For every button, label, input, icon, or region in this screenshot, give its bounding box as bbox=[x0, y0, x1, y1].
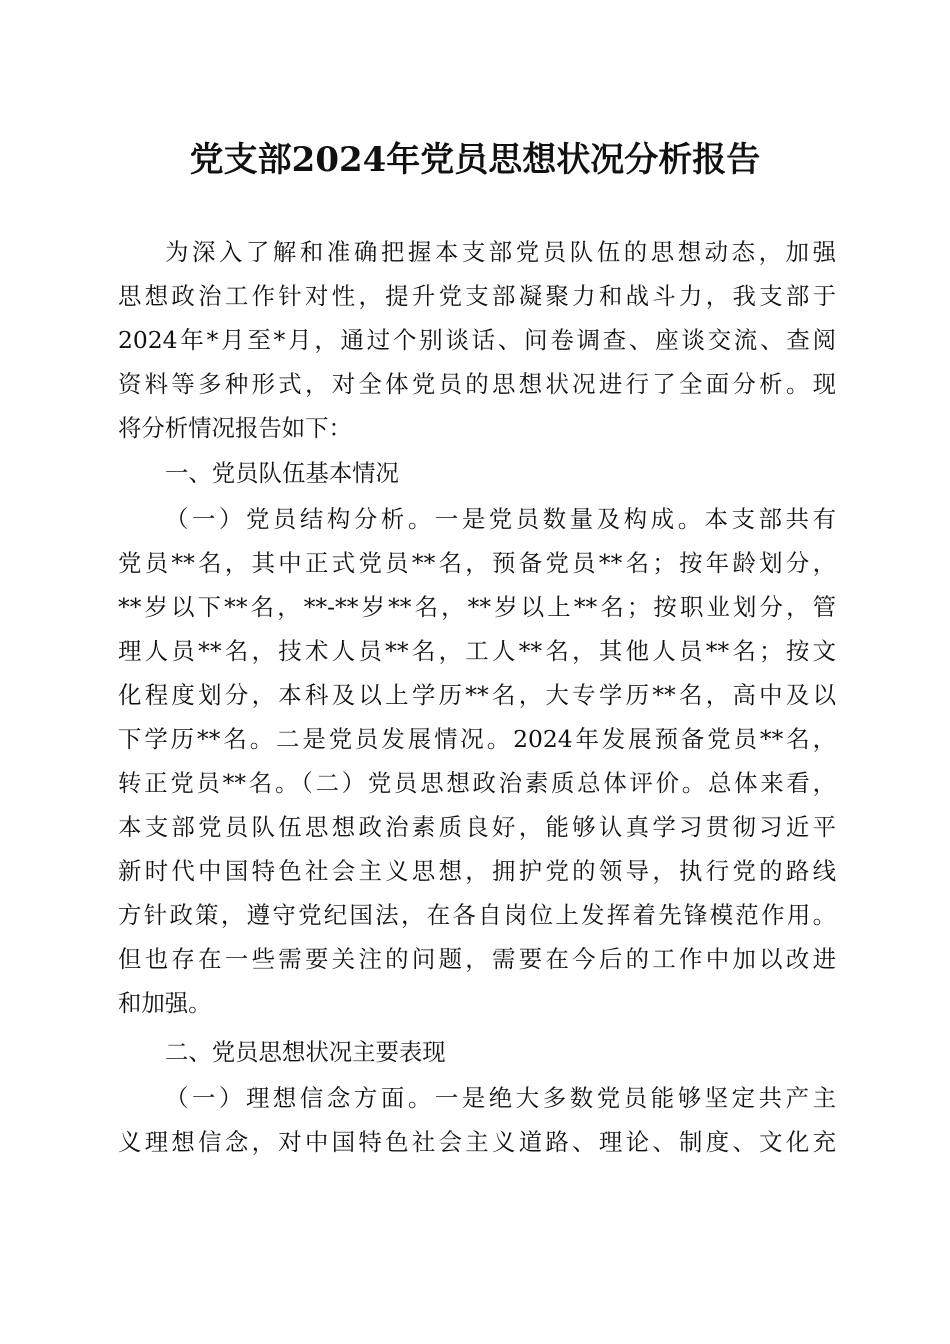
section1-line: 化程度划分，本科及以上学历**名，大专学历**名，高中及以 bbox=[118, 681, 836, 709]
section2-line: （一）理想信念方面。一是绝大多数党员能够坚定共产主 bbox=[165, 1084, 836, 1112]
section1-line: （一）党员结构分析。一是党员数量及构成。本支部共有 bbox=[165, 505, 836, 533]
section1-line: 但也存在一些需要关注的问题，需要在今后的工作中加以改进 bbox=[118, 945, 836, 973]
document-body bbox=[118, 230, 836, 1164]
document-title: 党支部2024年党员思想状况分析报告 bbox=[189, 140, 761, 180]
section-heading-2: 二、党员思想状况主要表现 bbox=[165, 1038, 446, 1066]
section1-line: 本支部党员队伍思想政治素质良好，能够认真学习贯彻习近平 bbox=[118, 813, 836, 841]
intro-line: 思想政治工作针对性，提升党支部凝聚力和战斗力，我支部于 bbox=[118, 282, 836, 310]
section1-line: 方针政策，遵守党纪国法，在各自岗位上发挥着先锋模范作用。 bbox=[118, 901, 836, 929]
intro-line: 资料等多种形式，对全体党员的思想状况进行了全面分析。现 bbox=[118, 370, 836, 398]
section1-line: 转正党员**名。（二）党员思想政治素质总体评价。总体来看， bbox=[118, 769, 836, 797]
intro-line: 为深入了解和准确把握本支部党员队伍的思想动态，加强 bbox=[165, 238, 836, 266]
section1-line: 党员**名，其中正式党员**名，预备党员**名；按年龄划分， bbox=[118, 549, 836, 577]
section2-line: 义理想信念，对中国特色社会主义道路、理论、制度、文化充 bbox=[118, 1128, 836, 1156]
section1-line: 理人员**名，技术人员**名，工人**名，其他人员**名；按文 bbox=[118, 637, 836, 665]
section1-line: 下学历**名。二是党员发展情况。2024年发展预备党员**名， bbox=[118, 725, 836, 753]
section1-line: 新时代中国特色社会主义思想，拥护党的领导，执行党的路线 bbox=[118, 857, 836, 885]
section1-line: **岁以下**名，**-**岁**名，**岁以上**名；按职业划分，管 bbox=[118, 593, 836, 621]
intro-line: 2024年*月至*月，通过个别谈话、问卷调查、座谈交流、查阅 bbox=[118, 326, 836, 354]
intro-line: 将分析情况报告如下： bbox=[118, 414, 352, 442]
section-heading-1: 一、党员队伍基本情况 bbox=[165, 459, 399, 487]
section1-line: 和加强。 bbox=[118, 989, 212, 1017]
